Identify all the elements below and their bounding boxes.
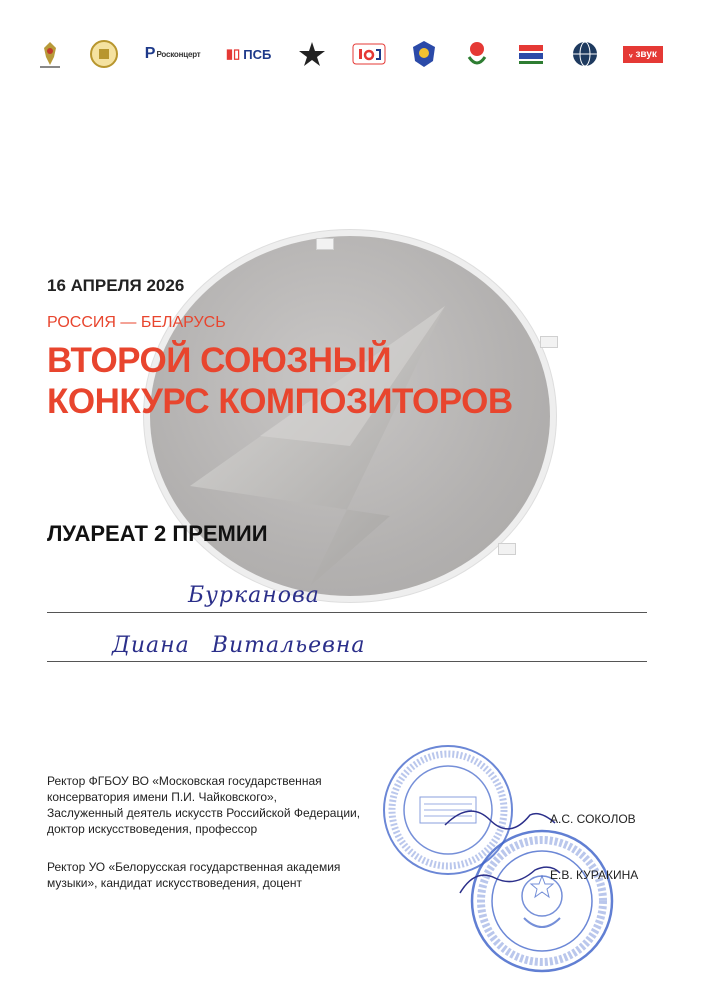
signatory-2-name: Е.В. КУРАКИНА [550,868,639,882]
zvuk-logo [623,38,663,70]
globe-logo [572,38,598,70]
signature-1 [440,795,560,835]
title-line-1: ВТОРОЙ СОЮЗНЫЙ [47,341,392,380]
rosconcert-logo [145,38,201,70]
festival-logo [463,38,491,70]
psb-label: ПСБ [243,46,272,62]
disc-tab [316,238,334,250]
recipient-surname: Бурканова [188,583,320,608]
event-date: 16 АПРЕЛЯ 2026 [47,276,185,295]
name-line [47,612,647,613]
16-anniversary-logo [352,38,386,70]
event-subtitle: РОССИЯ — БЕЛАРУСЬ [47,314,226,331]
signatory-2-title: Ректор УО «Белорусская государственная академия музыки», кандидат искусствоведения, доцент [47,860,341,890]
psb-mark-icon: ▮▯ [225,46,241,61]
signatory-1-title: Ректор ФГБОУ ВО «Московская государственная консерватория имени П.И. Чайковского», Заслуженный деятель искусств Российской Федерации, доктор искусствоведения, профессор [47,774,361,836]
rosconcert-mark-icon: Р [144,45,156,62]
rosconcert-label: Росконцерт [156,49,201,59]
psb-logo [226,38,271,70]
signatory-1-name: А.С. СОКОЛОВ [550,812,636,826]
conservatory-seal-icon [89,38,119,70]
award-label: ЛУАРЕАТ 2 ПРЕМИИ [47,521,268,546]
signature-2 [455,858,565,898]
recipient-given-names: Диана Витальевна [112,633,366,658]
partner-logos [36,36,663,72]
belarus-academy-emblem-icon [411,38,437,70]
name-line [47,661,647,662]
disc-tab [540,336,558,348]
disc-tab [498,543,516,555]
ministry-emblem-icon [36,38,64,70]
title-line-2: КОНКУРС КОМПОЗИТОРОВ [47,382,513,421]
union-state-logo [516,38,546,70]
zvuk-label: ᵥ звук [623,46,663,63]
star-logo [297,38,327,70]
certificate-title [47,340,513,422]
belarus-academy-stamp [462,826,622,976]
